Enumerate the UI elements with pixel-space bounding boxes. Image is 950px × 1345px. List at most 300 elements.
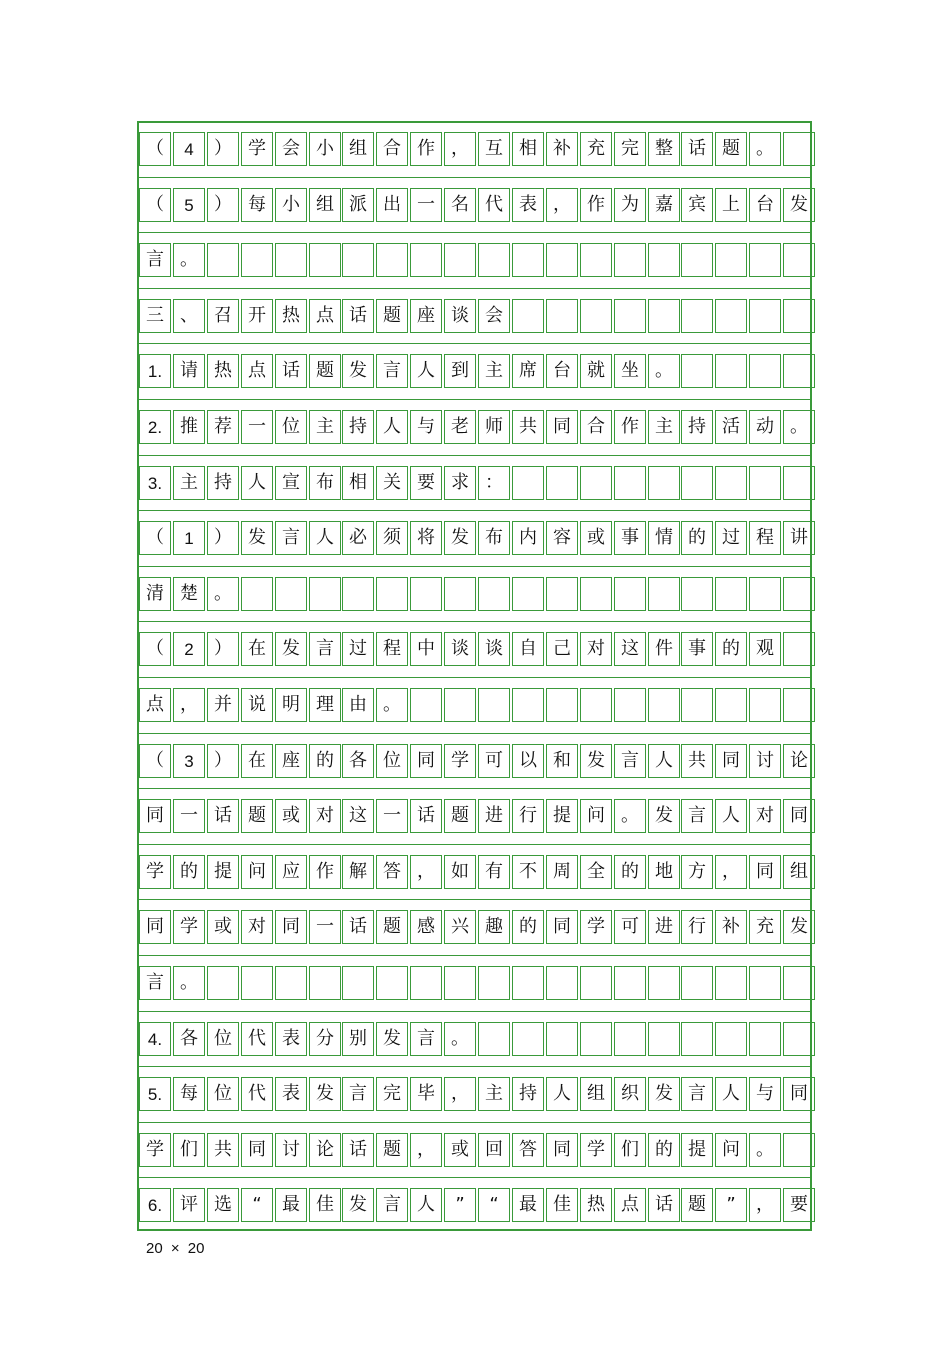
- grid-cell: [681, 243, 713, 277]
- grid-cell: 学: [173, 910, 205, 944]
- grid-cell: 主: [648, 410, 680, 444]
- grid-cell: [444, 243, 476, 277]
- grid-cell: 5.: [139, 1077, 171, 1111]
- grid-cell: 学: [139, 1133, 171, 1167]
- grid-cell: 和: [546, 744, 578, 778]
- grid-cell: 4.: [139, 1022, 171, 1056]
- grid-cell: 发: [648, 799, 680, 833]
- grid-cell: 对: [309, 799, 341, 833]
- grid-cell: 在: [241, 632, 273, 666]
- grid-cell: [241, 243, 273, 277]
- grid-cell: [309, 577, 341, 611]
- grid-cell: 一: [309, 910, 341, 944]
- grid-cell: 请: [173, 354, 205, 388]
- grid-cell: 明: [275, 688, 307, 722]
- grid-cell: 事: [614, 521, 646, 555]
- grid-cell: 进: [478, 799, 510, 833]
- grid-row: [139, 1077, 810, 1111]
- grid-cell: 论: [309, 1133, 341, 1167]
- grid-cell: 2: [173, 632, 205, 666]
- grid-cell: [648, 466, 680, 500]
- grid-cell: [783, 688, 815, 722]
- grid-cell: 清: [139, 577, 171, 611]
- grid-cell: [783, 577, 815, 611]
- grid-cell: 行: [681, 910, 713, 944]
- grid-cell: 解: [342, 855, 374, 889]
- grid-cell: “: [241, 1188, 273, 1222]
- grid-cell: 答: [376, 855, 408, 889]
- grid-cell: 话: [342, 299, 374, 333]
- grid-cell: [783, 466, 815, 500]
- grid-cell: 的: [648, 1133, 680, 1167]
- grid-cell: 。: [207, 577, 239, 611]
- row-separator: [139, 288, 810, 289]
- grid-cell: 持: [342, 410, 374, 444]
- grid-cell: 言: [681, 1077, 713, 1111]
- grid-cell: 会: [478, 299, 510, 333]
- grid-cell: [749, 688, 781, 722]
- grid-cell: [715, 243, 747, 277]
- grid-cell: 讨: [749, 744, 781, 778]
- row-separator: [139, 677, 810, 678]
- grid-cell: 的: [173, 855, 205, 889]
- grid-cell: 热: [275, 299, 307, 333]
- grid-cell: 或: [444, 1133, 476, 1167]
- grid-cell: 同: [783, 1077, 815, 1111]
- grid-cell: 话: [410, 799, 442, 833]
- grid-cell: 嘉: [648, 188, 680, 222]
- grid-cell: [376, 577, 408, 611]
- grid-cell: 情: [648, 521, 680, 555]
- grid-cell: 会: [275, 132, 307, 166]
- grid-cell: [478, 966, 510, 1000]
- grid-cell: 感: [410, 910, 442, 944]
- grid-cell: 同: [715, 744, 747, 778]
- grid-cell: ”: [715, 1188, 747, 1222]
- grid-cell: 一: [241, 410, 273, 444]
- grid-cell: 组: [580, 1077, 612, 1111]
- grid-cell: 发: [376, 1022, 408, 1056]
- grid-cell: 同: [546, 1133, 578, 1167]
- grid-cell: [444, 688, 476, 722]
- grid-cell: [783, 243, 815, 277]
- grid-cell: [614, 243, 646, 277]
- grid-cell: 这: [342, 799, 374, 833]
- grid-cell: 并: [207, 688, 239, 722]
- grid-cell: 言: [342, 1077, 374, 1111]
- grid-row: [139, 855, 810, 889]
- grid-cell: 发: [309, 1077, 341, 1111]
- grid-cell: 代: [478, 188, 510, 222]
- grid-cell: 。: [749, 1133, 781, 1167]
- grid-cell: 关: [376, 466, 408, 500]
- grid-cell: 座: [275, 744, 307, 778]
- grid-cell: 谈: [444, 299, 476, 333]
- row-separator: [139, 343, 810, 344]
- grid-cell: 合: [580, 410, 612, 444]
- grid-cell: 共: [681, 744, 713, 778]
- grid-cell: ）: [207, 744, 239, 778]
- grid-cell: 必: [342, 521, 374, 555]
- grid-cell: 提: [207, 855, 239, 889]
- grid-cell: 话: [342, 1133, 374, 1167]
- grid-cell: 言: [410, 1022, 442, 1056]
- grid-cell: 程: [749, 521, 781, 555]
- grid-cell: [512, 966, 544, 1000]
- grid-cell: （: [139, 188, 171, 222]
- grid-cell: 与: [749, 1077, 781, 1111]
- grid-cell: [546, 577, 578, 611]
- grid-cell: 最: [275, 1188, 307, 1222]
- grid-cell: [241, 966, 273, 1000]
- grid-cell: 对: [241, 910, 273, 944]
- grid-cell: [512, 688, 544, 722]
- grid-cell: 言: [376, 1188, 408, 1222]
- grid-cell: 充: [749, 910, 781, 944]
- grid-cell: 问: [715, 1133, 747, 1167]
- grid-cell: 进: [648, 910, 680, 944]
- manuscript-grid-sheet: [137, 121, 812, 1231]
- grid-cell: [410, 577, 442, 611]
- grid-cell: 人: [715, 1077, 747, 1111]
- grid-cell: 程: [376, 632, 408, 666]
- grid-cell: [749, 577, 781, 611]
- row-separator: [139, 1011, 810, 1012]
- grid-cell: 题: [309, 354, 341, 388]
- grid-cell: 答: [512, 1133, 544, 1167]
- grid-cell: 提: [681, 1133, 713, 1167]
- grid-cell: （: [139, 132, 171, 166]
- grid-cell: 别: [342, 1022, 374, 1056]
- grid-cell: 以: [512, 744, 544, 778]
- grid-cell: [410, 688, 442, 722]
- grid-cell: 宣: [275, 466, 307, 500]
- grid-cell: 话: [275, 354, 307, 388]
- grid-cell: [342, 966, 374, 1000]
- grid-cell: 三: [139, 299, 171, 333]
- grid-cell: [749, 354, 781, 388]
- grid-cell: [444, 966, 476, 1000]
- grid-cell: 的: [512, 910, 544, 944]
- grid-cell: 热: [207, 354, 239, 388]
- grid-cell: 题: [376, 910, 408, 944]
- grid-cell: 表: [275, 1077, 307, 1111]
- grid-cell: 事: [681, 632, 713, 666]
- grid-cell: 行: [512, 799, 544, 833]
- grid-cell: 题: [681, 1188, 713, 1222]
- grid-cell: 同: [546, 410, 578, 444]
- grid-cell: 召: [207, 299, 239, 333]
- grid-cell: 将: [410, 521, 442, 555]
- grid-cell: 位: [275, 410, 307, 444]
- grid-cell: [512, 299, 544, 333]
- grid-cell: [681, 354, 713, 388]
- grid-cell: 主: [478, 354, 510, 388]
- grid-cell: 同: [139, 910, 171, 944]
- grid-cell: 的: [715, 632, 747, 666]
- grid-cell: 位: [376, 744, 408, 778]
- grid-cell: [546, 966, 578, 1000]
- row-separator: [139, 899, 810, 900]
- grid-cell: [241, 577, 273, 611]
- grid-cell: 织: [614, 1077, 646, 1111]
- grid-cell: 。: [173, 243, 205, 277]
- grid-cell: 。: [749, 132, 781, 166]
- grid-cell: 代: [241, 1077, 273, 1111]
- grid-cell: 座: [410, 299, 442, 333]
- grid-cell: 学: [580, 910, 612, 944]
- grid-cell: 观: [749, 632, 781, 666]
- grid-cell: 题: [376, 299, 408, 333]
- grid-cell: [546, 243, 578, 277]
- grid-cell: 己: [546, 632, 578, 666]
- grid-cell: 组: [309, 188, 341, 222]
- grid-cell: 老: [444, 410, 476, 444]
- grid-cell: 言: [139, 243, 171, 277]
- grid-cell: [614, 688, 646, 722]
- grid-cell: [580, 243, 612, 277]
- grid-cell: （: [139, 632, 171, 666]
- grid-cell: [478, 688, 510, 722]
- grid-row: [139, 410, 810, 444]
- grid-cell: 小: [309, 132, 341, 166]
- grid-cell: “: [478, 1188, 510, 1222]
- grid-cell: 人: [376, 410, 408, 444]
- grid-cell: [749, 966, 781, 1000]
- grid-cell: 作: [580, 188, 612, 222]
- grid-cell: 言: [614, 744, 646, 778]
- grid-row: [139, 744, 810, 778]
- grid-cell: 最: [512, 1188, 544, 1222]
- grid-row: [139, 299, 810, 333]
- grid-cell: 同: [241, 1133, 273, 1167]
- grid-cell: 要: [410, 466, 442, 500]
- grid-cell: 言: [275, 521, 307, 555]
- grid-cell: ，: [715, 855, 747, 889]
- grid-cell: [749, 466, 781, 500]
- grid-cell: 选: [207, 1188, 239, 1222]
- grid-cell: 们: [173, 1133, 205, 1167]
- grid-cell: [546, 688, 578, 722]
- grid-cell: （: [139, 744, 171, 778]
- grid-cell: 人: [715, 799, 747, 833]
- grid-cell: 如: [444, 855, 476, 889]
- grid-cell: 人: [410, 1188, 442, 1222]
- grid-cell: 趣: [478, 910, 510, 944]
- grid-cell: 3: [173, 744, 205, 778]
- grid-cell: [783, 132, 815, 166]
- grid-cell: 主: [173, 466, 205, 500]
- grid-cell: 布: [478, 521, 510, 555]
- grid-cell: [783, 632, 815, 666]
- grid-cell: [715, 966, 747, 1000]
- grid-cell: 题: [376, 1133, 408, 1167]
- grid-cell: 3.: [139, 466, 171, 500]
- grid-cell: 的: [614, 855, 646, 889]
- grid-cell: [580, 299, 612, 333]
- grid-cell: 主: [309, 410, 341, 444]
- grid-cell: [275, 243, 307, 277]
- grid-cell: 过: [715, 521, 747, 555]
- grid-cell: 持: [681, 410, 713, 444]
- grid-cell: [715, 299, 747, 333]
- grid-cell: 地: [648, 855, 680, 889]
- grid-cell: [681, 1022, 713, 1056]
- grid-cell: 小: [275, 188, 307, 222]
- grid-cell: 同: [275, 910, 307, 944]
- grid-cell: 兴: [444, 910, 476, 944]
- grid-cell: 代: [241, 1022, 273, 1056]
- grid-cell: 发: [783, 910, 815, 944]
- grid-cell: 发: [342, 354, 374, 388]
- grid-cell: [783, 354, 815, 388]
- grid-cell: 。: [173, 966, 205, 1000]
- grid-cell: ）: [207, 632, 239, 666]
- grid-cell: [681, 966, 713, 1000]
- grid-cell: [614, 966, 646, 1000]
- grid-cell: 表: [275, 1022, 307, 1056]
- grid-cell: 作: [309, 855, 341, 889]
- grid-cell: [681, 688, 713, 722]
- grid-cell: 人: [546, 1077, 578, 1111]
- grid-cell: 话: [342, 910, 374, 944]
- grid-cell: [546, 299, 578, 333]
- grid-cell: [376, 243, 408, 277]
- grid-cell: 问: [241, 855, 273, 889]
- grid-cell: 中: [410, 632, 442, 666]
- grid-cell: [546, 1022, 578, 1056]
- grid-cell: [614, 466, 646, 500]
- grid-cell: 谈: [444, 632, 476, 666]
- row-separator: [139, 1177, 810, 1178]
- grid-cell: 到: [444, 354, 476, 388]
- grid-cell: 完: [376, 1077, 408, 1111]
- grid-cell: 提: [546, 799, 578, 833]
- grid-cell: 出: [376, 188, 408, 222]
- grid-cell: [376, 966, 408, 1000]
- grid-cell: ，: [546, 188, 578, 222]
- grid-cell: 内: [512, 521, 544, 555]
- grid-cell: 发: [275, 632, 307, 666]
- grid-cell: 题: [715, 132, 747, 166]
- grid-cell: 开: [241, 299, 273, 333]
- grid-row: [139, 354, 810, 388]
- grid-cell: 人: [648, 744, 680, 778]
- grid-cell: 点: [139, 688, 171, 722]
- grid-cell: [749, 1022, 781, 1056]
- grid-cell: 话: [648, 1188, 680, 1222]
- grid-cell: ，: [749, 1188, 781, 1222]
- grid-cell: 同: [783, 799, 815, 833]
- grid-cell: 共: [207, 1133, 239, 1167]
- grid-cell: 谈: [478, 632, 510, 666]
- grid-cell: 应: [275, 855, 307, 889]
- grid-cell: 学: [444, 744, 476, 778]
- row-separator: [139, 1122, 810, 1123]
- grid-cell: 言: [139, 966, 171, 1000]
- row-separator: [139, 733, 810, 734]
- grid-cell: 完: [614, 132, 646, 166]
- row-separator: [139, 844, 810, 845]
- grid-cell: [478, 243, 510, 277]
- grid-cell: 同: [139, 799, 171, 833]
- grid-cell: 话: [681, 132, 713, 166]
- grid-cell: 整: [648, 132, 680, 166]
- grid-cell: 或: [275, 799, 307, 833]
- grid-cell: 1.: [139, 354, 171, 388]
- grid-cell: [715, 354, 747, 388]
- grid-cell: 对: [749, 799, 781, 833]
- grid-cell: 说: [241, 688, 273, 722]
- grid-cell: 这: [614, 632, 646, 666]
- grid-cell: 人: [410, 354, 442, 388]
- grid-cell: 。: [783, 410, 815, 444]
- grid-cell: 位: [207, 1077, 239, 1111]
- grid-row: [139, 688, 810, 722]
- grid-cell: 席: [512, 354, 544, 388]
- grid-cell: [614, 577, 646, 611]
- grid-cell: ，: [444, 1077, 476, 1111]
- grid-cell: 或: [580, 521, 612, 555]
- grid-cell: 的: [309, 744, 341, 778]
- grid-cell: ：: [478, 466, 510, 500]
- grid-cell: 话: [207, 799, 239, 833]
- grid-cell: ，: [444, 132, 476, 166]
- grid-row: [139, 521, 810, 555]
- grid-cell: 佳: [309, 1188, 341, 1222]
- grid-cell: 讨: [275, 1133, 307, 1167]
- grid-cell: 相: [512, 132, 544, 166]
- grid-cell: 一: [173, 799, 205, 833]
- grid-cell: 6.: [139, 1188, 171, 1222]
- grid-cell: 表: [512, 188, 544, 222]
- grid-row: [139, 1133, 810, 1167]
- grid-cell: 评: [173, 1188, 205, 1222]
- grid-row: [139, 1188, 810, 1222]
- grid-cell: 活: [715, 410, 747, 444]
- grid-cell: 同: [546, 910, 578, 944]
- grid-cell: 理: [309, 688, 341, 722]
- grid-cell: 点: [614, 1188, 646, 1222]
- grid-cell: [783, 1022, 815, 1056]
- grid-cell: 同: [749, 855, 781, 889]
- grid-cell: [648, 577, 680, 611]
- grid-cell: 有: [478, 855, 510, 889]
- grid-cell: [715, 688, 747, 722]
- grid-row: [139, 243, 810, 277]
- grid-cell: 5: [173, 188, 205, 222]
- grid-cell: 动: [749, 410, 781, 444]
- grid-cell: 2.: [139, 410, 171, 444]
- grid-cell: 荐: [207, 410, 239, 444]
- grid-cell: 组: [342, 132, 374, 166]
- grid-cell: [715, 577, 747, 611]
- grid-cell: 充: [580, 132, 612, 166]
- grid-cell: 言: [309, 632, 341, 666]
- grid-cell: 言: [681, 799, 713, 833]
- grid-cell: [580, 577, 612, 611]
- grid-cell: [648, 688, 680, 722]
- grid-cell: 各: [342, 744, 374, 778]
- grid-row: [139, 966, 810, 1000]
- grid-cell: 论: [783, 744, 815, 778]
- grid-cell: 的: [681, 521, 713, 555]
- grid-cell: [783, 299, 815, 333]
- grid-cell: [715, 1022, 747, 1056]
- grid-row: [139, 466, 810, 500]
- grid-cell: 发: [648, 1077, 680, 1111]
- grid-cell: 每: [241, 188, 273, 222]
